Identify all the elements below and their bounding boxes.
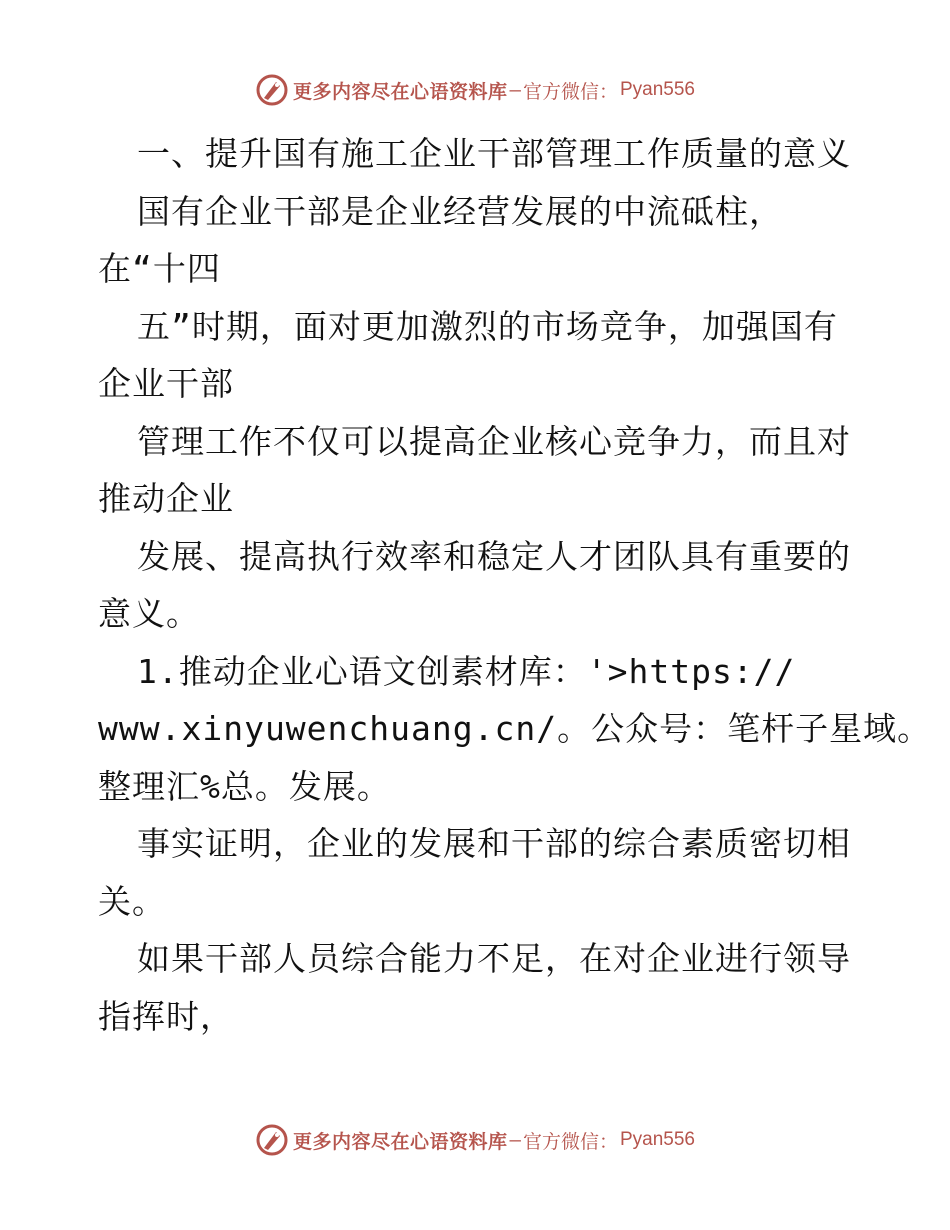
banner-dash: — <box>509 79 521 101</box>
text-line: 事实证明，企业的发展和干部的综合素质密切相 <box>137 824 851 863</box>
pen-nib-logo-icon <box>255 1123 289 1157</box>
banner-text: 更多内容尽在心语资料库 <box>293 1130 508 1153</box>
header-banner <box>0 70 950 110</box>
text-line: 五”时期，面对更加激烈的市场竞争，加强国有 <box>137 306 838 346</box>
text-line: 整理汇%总。发展。 <box>98 766 391 806</box>
text-line: 意义。 <box>98 594 200 633</box>
text-line: 1.推动企业心语文创素材库：'>https:// <box>137 651 796 691</box>
text-line: 在“十四 <box>98 249 221 288</box>
text-line: 关。 <box>98 881 166 921</box>
banner-wechat-id: Pyan556 <box>619 1129 695 1150</box>
text-line: 国有企业干部是企业经营发展的中流砥柱， <box>137 191 783 231</box>
text-line: 管理工作不仅可以提高企业核心竞争力，而且对 <box>137 421 851 461</box>
text-line: 一、提升国有施工企业干部管理工作质量的意义 <box>137 134 851 173</box>
text-line: 发展、提高执行效率和稳定人才团队具有重要的 <box>137 536 851 576</box>
banner-wechat-label: 官方微信： <box>522 1130 618 1153</box>
banner-wechat-label: 官方微信： <box>522 80 618 103</box>
pen-nib-logo-icon <box>255 73 289 107</box>
footer-banner <box>0 1120 950 1160</box>
banner-dash: — <box>509 1129 521 1151</box>
text-line: 指挥时， <box>98 996 234 1036</box>
text-line: 推动企业 <box>98 479 234 518</box>
banner-wechat-id: Pyan556 <box>619 79 695 100</box>
document-body <box>98 125 932 1045</box>
text-line: 企业干部 <box>98 364 234 403</box>
banner-text: 更多内容尽在心语资料库 <box>293 80 508 103</box>
text-line: www.xinyuwenchuang.cn/。公众号：笔杆子星域。 <box>98 709 932 748</box>
text-line: 如果干部人员综合能力不足，在对企业进行领导 <box>137 939 851 978</box>
